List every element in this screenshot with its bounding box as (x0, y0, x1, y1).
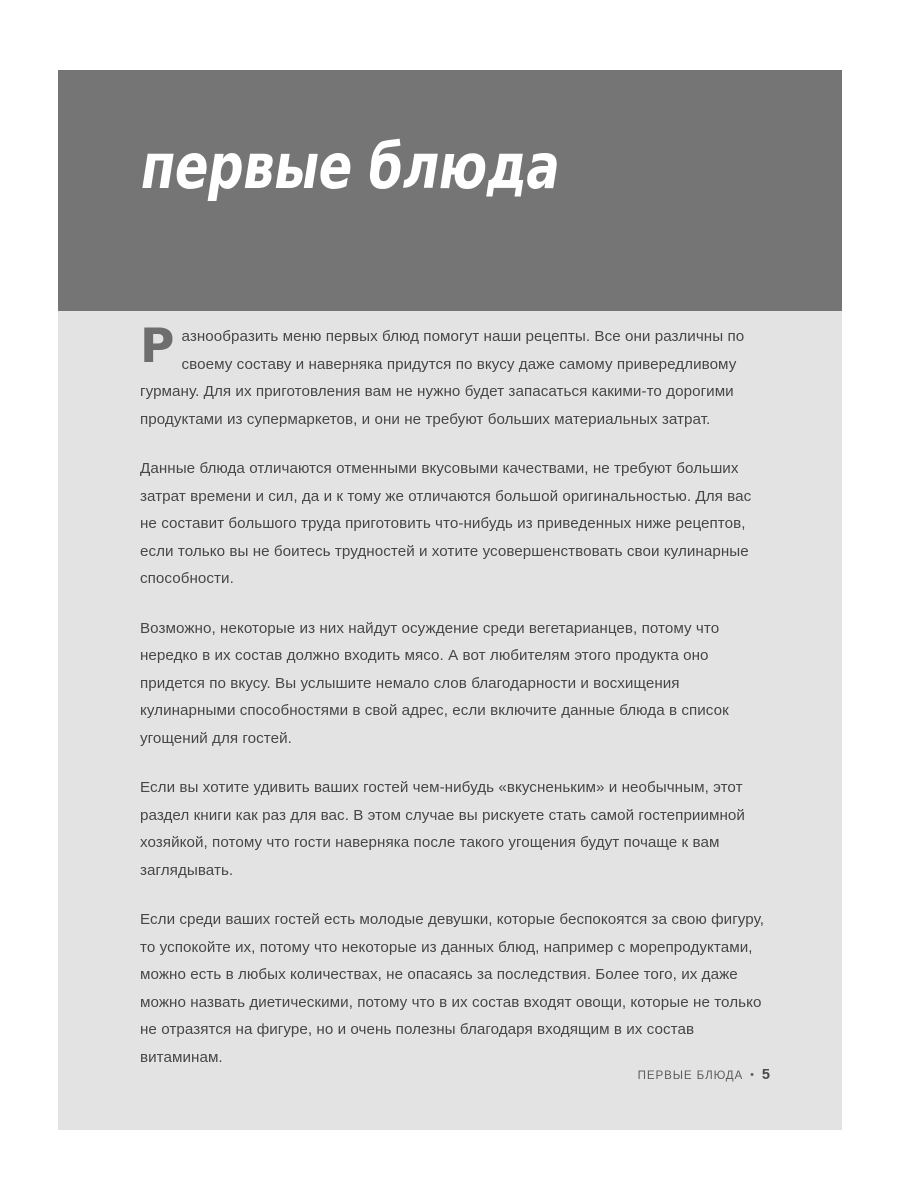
drop-cap: Р (140, 319, 175, 374)
page-sheet (58, 70, 842, 1130)
paragraph-diet: Если среди ваших гостей есть молодые девушки, которые беспокоятся за свою фигуру, то успокойте их, потому что некоторые из данных блюд, например с морепродуктами, можно есть в любых количествах, не опасаясь за последствия. Более того, их даже можно назвать диетическими, потому что в их состав входят овощи, которые не только не отразятся на фигуре, но и очень полезны благодаря входящим в их состав витаминам. (140, 911, 764, 1066)
running-footer (58, 1067, 842, 1083)
paragraph-intro-text: азнообразить меню первых блюд помогут наши рецепты. Все они различны по своему составу и наверняка придутся по вкусу даже самому привередливому гурману. Для их приготовления вам не нужно будет запасаться какими-то дорогими продуктами из супермаркетов, и они не требуют больших материальных затрат. (140, 328, 745, 428)
body-content (140, 319, 770, 1071)
footer-chapter-label: ПЕРВЫЕ БЛЮДА (637, 1069, 744, 1082)
footer-page-number: 5 (761, 1067, 770, 1083)
footer-separator-bullet: • (750, 1069, 755, 1081)
paragraph-intro (140, 319, 770, 433)
paragraph-guests: Если вы хотите удивить ваших гостей чем-нибудь «вкусненьким» и необычным, этот раздел книги как раз для вас. В этом случае вы рискуете стать самой гостеприимной хозяйкой, потому что гости наверняка после такого угощения будут почаще к вам заглядывать. (140, 779, 745, 879)
chapter-title: первые блюда (141, 130, 560, 203)
paragraph-vegetarians: Возможно, некоторые из них найдут осуждение среди вегетарианцев, потому что нередко в их состав должно входить мясо. А вот любителям этого продукта оно придется по вкусу. Вы услышите немало слов благодарности и восхищения кулинарными способностями в свой адрес, если включите данные блюда в список угощений для гостей. (140, 619, 729, 747)
chapter-banner (58, 70, 842, 311)
paragraph-qualities: Данные блюда отличаются отменными вкусовыми качествами, не требуют больших затрат времени и сил, да и к тому же отличаются большой оригинальностью. Для вас не составит большого труда приготовить что-нибудь из приведенных ниже рецептов, если только вы не боитесь трудностей и хотите усовершенствовать свои кулинарные способности. (140, 460, 752, 587)
